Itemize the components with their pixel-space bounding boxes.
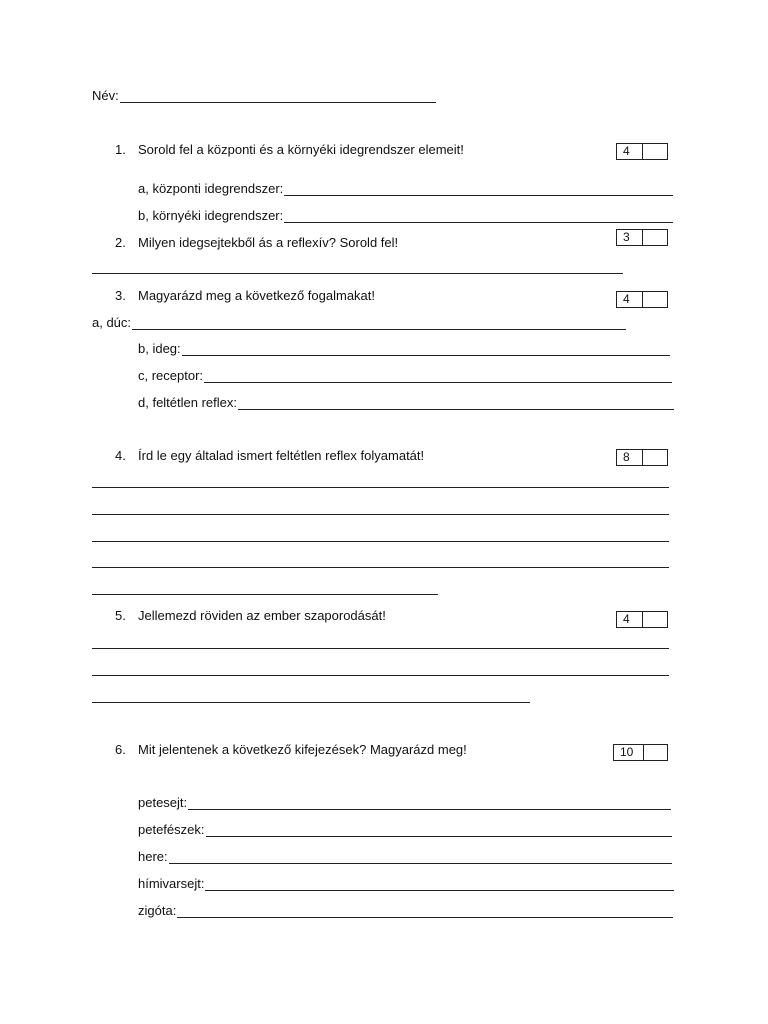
question-text: Írd le egy általad ismert feltétlen reflex folyamatát! [138, 448, 425, 463]
score-box-4 [616, 449, 668, 466]
score-box-1 [616, 143, 668, 160]
answer-line[interactable] [92, 514, 669, 515]
answer-line[interactable] [92, 273, 623, 274]
answer-line[interactable] [92, 487, 669, 488]
answer-field-1b[interactable] [138, 208, 673, 223]
answer-label: a, dúc: [92, 315, 132, 330]
question-number: 3. [115, 288, 126, 303]
answer-label: b, környéki idegrendszer: [138, 208, 284, 223]
answer-blank[interactable] [188, 798, 671, 810]
answer-label: here: [138, 849, 168, 864]
name-label: Név: [92, 88, 119, 103]
answer-blank[interactable] [182, 344, 670, 356]
points-value: 4 [617, 144, 643, 159]
answer-label: hímivarsejt: [138, 876, 205, 891]
answer-field-6c[interactable] [138, 849, 672, 864]
question-4 [115, 448, 424, 463]
points-value: 4 [617, 292, 643, 307]
answer-field-6d[interactable] [138, 876, 674, 891]
answer-label: b, ideg: [138, 341, 181, 356]
answer-line[interactable] [92, 675, 669, 676]
question-5 [115, 608, 386, 623]
score-box-3 [616, 291, 668, 308]
answer-blank[interactable] [205, 879, 674, 891]
score-box-2 [616, 229, 668, 246]
answer-field-6a[interactable] [138, 795, 671, 810]
answer-field-6e[interactable] [138, 903, 673, 918]
question-3 [115, 288, 375, 303]
question-number: 4. [115, 448, 126, 463]
question-number: 5. [115, 608, 126, 623]
answer-field-3c[interactable] [138, 368, 672, 383]
answer-label: petesejt: [138, 795, 188, 810]
question-6 [115, 742, 467, 757]
answer-line[interactable] [92, 541, 669, 542]
question-text: Jellemezd röviden az ember szaporodását! [138, 608, 386, 623]
question-text: Mit jelentenek a következő kifejezések? Magyarázd meg! [138, 742, 467, 757]
points-value: 10 [614, 745, 644, 760]
points-value: 8 [617, 450, 643, 465]
answer-line[interactable] [92, 648, 669, 649]
answer-blank[interactable] [238, 398, 674, 410]
answer-field-6b[interactable] [138, 822, 672, 837]
question-2 [115, 235, 398, 250]
answer-blank[interactable] [284, 211, 673, 223]
answer-label: petefészek: [138, 822, 205, 837]
answer-label: c, receptor: [138, 368, 204, 383]
answer-blank[interactable] [284, 184, 673, 196]
points-value: 3 [617, 230, 643, 245]
answer-blank[interactable] [204, 371, 672, 383]
answer-blank[interactable] [169, 852, 672, 864]
name-field[interactable] [92, 88, 436, 103]
answer-field-3b[interactable] [138, 341, 670, 356]
question-text: Magyarázd meg a következő fogalmakat! [138, 288, 376, 303]
question-text: Milyen idegsejtekből ás a reflexív? Sorold fel! [138, 235, 399, 250]
question-text: Sorold fel a központi és a környéki idegrendszer elemeit! [138, 142, 464, 157]
question-number: 1. [115, 142, 126, 157]
answer-field-3d[interactable] [138, 395, 674, 410]
question-number: 2. [115, 235, 126, 250]
question-1 [115, 142, 464, 157]
answer-field-3a[interactable] [92, 315, 626, 330]
answer-blank[interactable] [206, 825, 673, 837]
answer-label: d, feltétlen reflex: [138, 395, 237, 410]
name-blank[interactable] [120, 91, 436, 103]
answer-line[interactable] [92, 594, 438, 595]
answer-blank[interactable] [177, 906, 673, 918]
points-value: 4 [617, 612, 643, 627]
answer-line[interactable] [92, 567, 669, 568]
question-number: 6. [115, 742, 126, 757]
score-box-6 [613, 744, 668, 761]
answer-line[interactable] [92, 702, 530, 703]
answer-label: zigóta: [138, 903, 177, 918]
answer-field-1a[interactable] [138, 181, 673, 196]
answer-label: a, központi idegrendszer: [138, 181, 284, 196]
score-box-5 [616, 611, 668, 628]
answer-blank[interactable] [132, 318, 626, 330]
